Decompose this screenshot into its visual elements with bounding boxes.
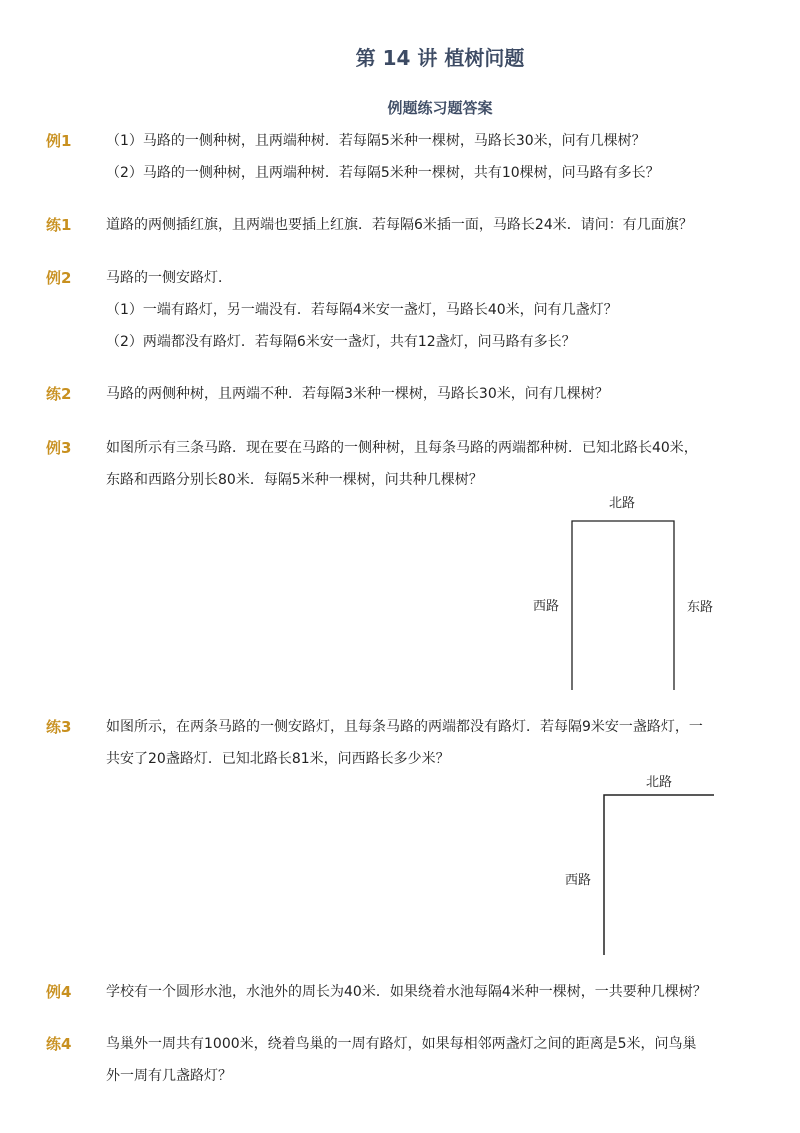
road-lines xyxy=(604,795,714,955)
north-road-label: 北路 xyxy=(608,496,636,511)
example-1-line-1: （1）马路的一侧种树，且两端种树．若每隔5米种一棵树，马路长30米，问有几棵树？ xyxy=(106,133,646,149)
west-road-label: 西路 xyxy=(532,599,560,614)
example-3-road-diagram xyxy=(520,490,730,695)
practice-4-line-1: 鸟巢外一周共有1000米，绕着鸟巢的一周有路灯，如果每相邻两盏灯之间的距离是5米，问鸟巢 xyxy=(106,1036,697,1052)
practice-3-label: 练3 xyxy=(46,718,72,736)
practice-4-line-2: 外一周有几盏路灯？ xyxy=(106,1068,232,1084)
practice-3-line-2: 共安了20盏路灯．已知北路长81米，问西路长多少米？ xyxy=(106,751,450,767)
example-3-line-1: 如图所示有三条马路．现在要在马路的一侧种树，且每条马路的两端都种树．已知北路长40米， xyxy=(106,440,698,456)
page-title: 第 14 讲 植树问题 xyxy=(355,46,525,70)
example-2-line-1: 马路的一侧安路灯． xyxy=(106,270,232,286)
example-3-label: 例3 xyxy=(46,439,72,457)
example-2-line-2: （1）一端有路灯，另一端没有．若每隔4米安一盏灯，马路长40米，问有几盏灯？ xyxy=(106,302,618,318)
example-4-line-1: 学校有一个圆形水池，水池外的周长为40米．如果绕着水池每隔4米种一棵树，一共要种几棵树？ xyxy=(106,984,707,1000)
practice-2-line-1: 马路的两侧种树，且两端不种．若每隔3米种一棵树，马路长30米，问有几棵树？ xyxy=(106,386,609,402)
practice-2-label: 练2 xyxy=(46,385,72,403)
practice-3-road-diagram xyxy=(550,770,720,960)
road-lines xyxy=(572,521,674,690)
example-1-line-2: （2）马路的一侧种树，且两端种树．若每隔5米种一棵树，共有10棵树，问马路有多长？ xyxy=(106,165,660,181)
west-road-label: 西路 xyxy=(564,873,592,888)
example-4-label: 例4 xyxy=(46,983,72,1001)
page-subtitle: 例题练习题答案 xyxy=(387,99,493,117)
example-1-label: 例1 xyxy=(46,132,72,150)
example-2-label: 例2 xyxy=(46,269,72,287)
north-road-label: 北路 xyxy=(645,775,673,790)
practice-1-label: 练1 xyxy=(46,216,72,234)
practice-4-label: 练4 xyxy=(46,1035,72,1053)
practice-3-line-1: 如图所示，在两条马路的一侧安路灯，且每条马路的两端都没有路灯．若每隔9米安一盏路灯，一 xyxy=(106,719,703,735)
practice-1-line-1: 道路的两侧插红旗，且两端也要插上红旗．若每隔6米插一面，马路长24米．请问：有几面旗？ xyxy=(106,217,693,233)
example-2-line-3: （2）两端都没有路灯．若每隔6米安一盏灯，共有12盏灯，问马路有多长？ xyxy=(106,334,576,350)
east-road-label: 东路 xyxy=(686,600,714,615)
example-3-line-2: 东路和西路分别长80米．每隔5米种一棵树，问共种几棵树？ xyxy=(106,472,483,488)
